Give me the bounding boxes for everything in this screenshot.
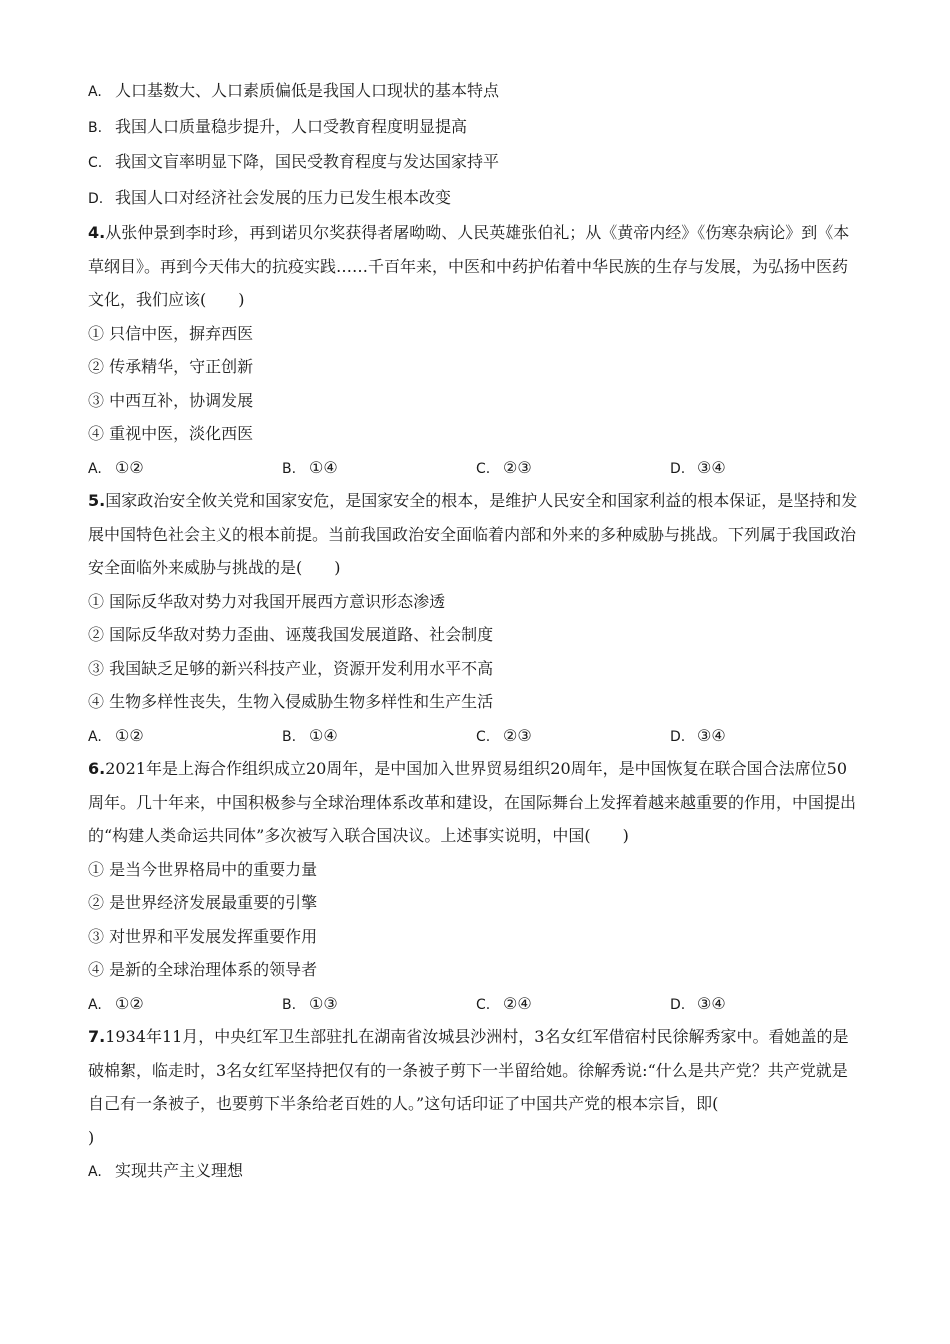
option-d: D. 我国人口对经济社会发展的压力已发生根本改变 <box>88 187 452 207</box>
question-stem: 7.1934年11月，中央红军卫生部驻扎在湖南省汝城县沙洲村，3名女红军借宿村民徐解秀家中。看她盖的是破棉絮，临走时，3名女红军坚持把仅有的一条被子剪下一半留给她。徐解秀说:“什么是共产党？共产党就是自己有一条被子，也要剪下半条给老百姓的人。”这句话印证了中国共产党的根本宗旨，即( ) <box>88 1027 849 1147</box>
choice-a: A. ①② <box>88 725 144 745</box>
option-c: C. 我国文盲率明显下降，国民受教育程度与发达国家持平 <box>88 152 500 171</box>
statement-item: ② 是世界经济发展最重要的引擎 <box>88 893 318 912</box>
option-a: A. 实现共产主义理想 <box>88 1161 244 1180</box>
question-6 <box>88 752 862 1020</box>
question-7 <box>88 1020 862 1190</box>
choice-c: C. ②③ <box>476 457 532 477</box>
statement-item: ② 传承精华，守正创新 <box>88 357 254 376</box>
choice-c: C. ②④ <box>476 993 532 1013</box>
answer-choices <box>88 451 862 485</box>
option-b: B. 我国人口质量稳步提升，人口受教育程度明显提高 <box>88 116 468 136</box>
choice-d: D. ③④ <box>670 725 726 745</box>
statement-item: ④ 是新的全球治理体系的领导者 <box>88 960 318 979</box>
choice-d: D. ③④ <box>670 993 726 1013</box>
choice-b: B. ①③ <box>282 993 338 1013</box>
statement-item: ④ 重视中医，淡化西医 <box>88 424 254 443</box>
answer-choices <box>88 719 862 753</box>
question-5 <box>88 484 862 752</box>
choice-b: B. ①④ <box>282 457 338 477</box>
statement-item: ① 只信中医，摒弃西医 <box>88 323 254 343</box>
statement-item: ③ 我国缺乏足够的新兴科技产业，资源开发利用水平不高 <box>88 658 494 678</box>
question-stem: 6.2021年是上海合作组织成立20周年，是中国加入世界贸易组织20周年，是中国恢复在联合国合法席位50周年。几十年来，中国积极参与全球治理体系改革和建设，在国际舞台上发挥着越来越重要的作用，中国提出的“构建人类命运共同体”多次被写入联合国决议。上述事实说明，中国( ) <box>88 759 857 845</box>
option-a: A. 人口基数大、人口素质偏低是我国人口现状的基本特点 <box>88 81 500 100</box>
statement-item: ② 国际反华敌对势力歪曲、诬蔑我国发展道路、社会制度 <box>88 625 494 644</box>
question-stem: 4.从张仲景到李时珍，再到诺贝尔奖获得者屠呦呦、人民英雄张伯礼；从《黄帝内经》《伤寒杂病论》到《本草纲目》。再到今天伟大的抗疫实践……千百年来，中医和中药护佑着中华民族的生存与发展，为弘扬中医药文化，我们应该( ) <box>88 223 850 309</box>
choice-a: A. ①② <box>88 457 144 477</box>
question-4 <box>88 216 862 484</box>
choice-a: A. ①② <box>88 993 144 1013</box>
statement-item: ④ 生物多样性丧失，生物入侵威胁生物多样性和生产生活 <box>88 692 494 711</box>
statement-item: ① 是当今世界格局中的重要力量 <box>88 859 318 879</box>
prev-options <box>88 74 862 216</box>
answer-choices <box>88 987 862 1021</box>
choice-c: C. ②③ <box>476 725 532 745</box>
statement-item: ① 国际反华敌对势力对我国开展西方意识形态渗透 <box>88 591 446 611</box>
question-stem: 5.国家政治安全攸关党和国家安危，是国家安全的根本，是维护人民安全和国家利益的根本保证，是坚持和发展中国特色社会主义的根本前提。当前我国政治安全面临着内部和外来的多种威胁与挑战。下列属于我国政治安全面临外来威胁与挑战的是( ) <box>88 491 858 577</box>
statement-item: ③ 对世界和平发展发挥重要作用 <box>88 926 318 946</box>
statement-item: ③ 中西互补，协调发展 <box>88 390 254 410</box>
choice-d: D. ③④ <box>670 457 726 477</box>
choice-b: B. ①④ <box>282 725 338 745</box>
